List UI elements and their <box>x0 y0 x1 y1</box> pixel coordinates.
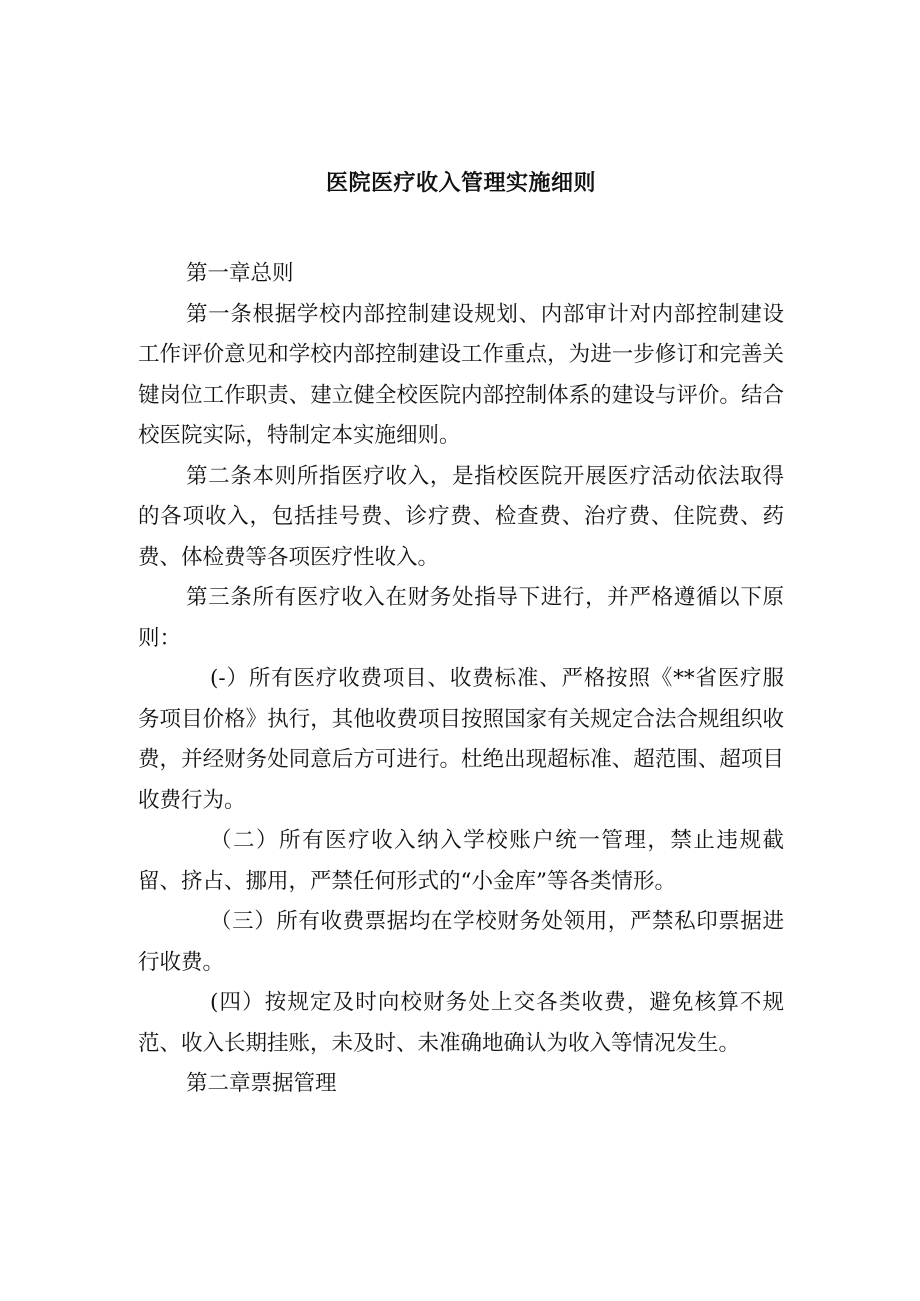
principle-item: （三）所有收费票据均在学校财务处领用，严禁私印票据进行收费。 <box>138 909 784 975</box>
principle-item: (-）所有医疗收费项目、收费标准、严格按照《**省医疗服务项目价格》执行，其他收费项目按照国家有关规定合法合规组织收费，并经财务处同意后方可进行。杜绝出现超标准、超范围、超项目收费行为。 <box>138 666 784 813</box>
document-body <box>138 254 784 1105</box>
principle-item: (四）按规定及时向校财务处上交各类收费，避免核算不规范、收入长期挂账，未及时、未准确地确认为收入等情况发生。 <box>138 990 784 1056</box>
principle-item: （二）所有医疗收入纳入学校账户统一管理，禁止违规截留、挤占、挪用，严禁任何形式的“小金库”等各类情形。 <box>138 828 784 894</box>
chapter-heading: 第二章票据管理 <box>186 1071 337 1096</box>
article-paragraph: 第一条根据学校内部控制建设规划、内部审计对内部控制建设工作评价意见和学校内部控制建设工作重点，为进一步修订和完善关键岗位工作职责、建立健全校医院内部控制体系的建设与评价。结合校医院实际，特制定本实施细则。 <box>138 301 784 448</box>
document-title: 医院医疗收入管理实施细则 <box>325 170 596 196</box>
article-paragraph: 第三条所有医疗收入在财务处指导下进行，并严格遵循以下原则： <box>138 585 784 651</box>
article-paragraph: 第二条本则所指医疗收入，是指校医院开展医疗活动依法取得的各项收入，包括挂号费、诊疗费、检查费、治疗费、住院费、药费、体检费等各项医疗性收入。 <box>138 463 784 570</box>
chapter-heading: 第一章总则 <box>186 261 294 286</box>
